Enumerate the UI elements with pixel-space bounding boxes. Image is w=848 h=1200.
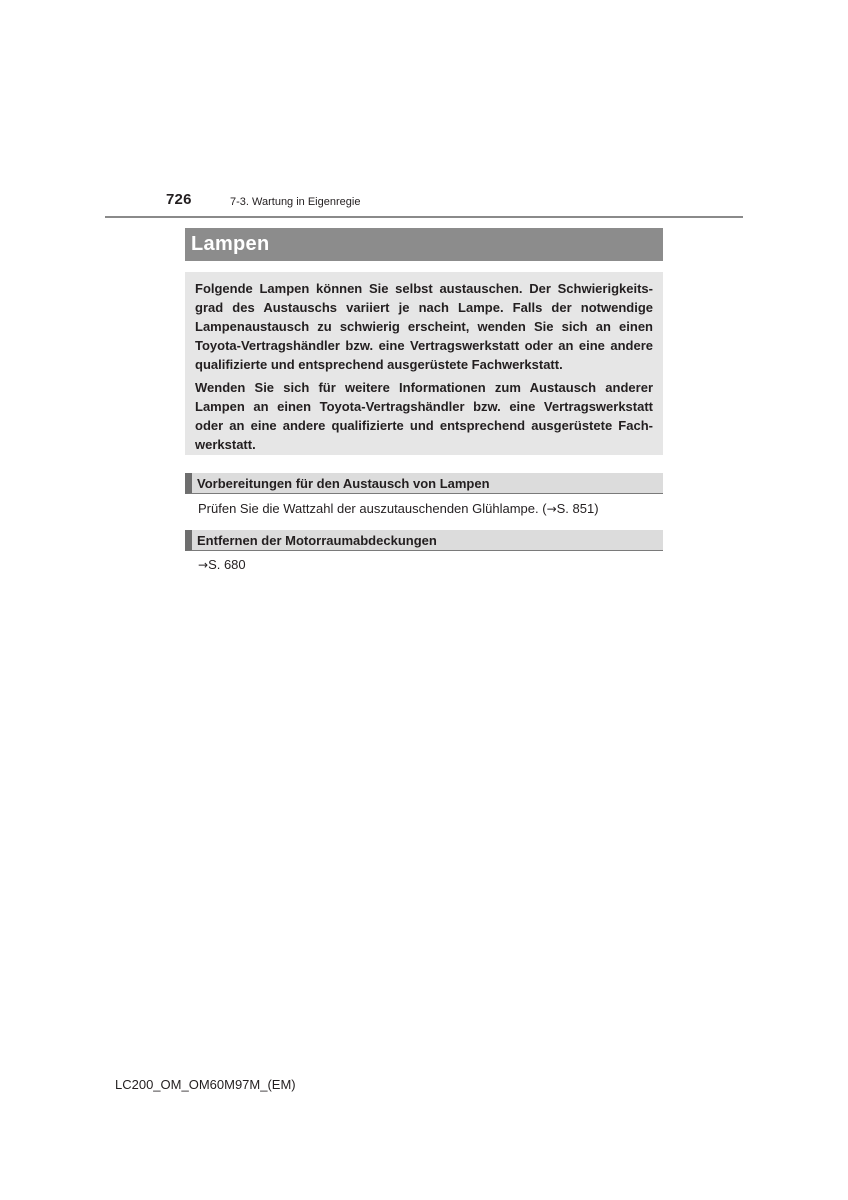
page-number: 726 [166, 191, 192, 208]
section-reference: 7-3. Wartung in Eigenregie [230, 196, 361, 208]
covers-text [198, 557, 246, 573]
header-divider [105, 216, 743, 218]
document-id: LC200_OM_OM60M97M_(EM) [115, 1077, 296, 1092]
intro-paragraph: Folgende Lampen können Sie selbst austauschen. Der Schwierigkeitsgrad des Austauschs variiert je nach Lampe. Falls der notwendige Lampenaustausch zu schwierig erscheint, wenden Sie sich an einen Toyota-Vertragshändler bzw. eine Vertragswerkstatt oder an eine andere qualifizierte und entsprechend ausgerüstete Fachwerkstatt. [195, 281, 653, 372]
subsection-heading-text: Entfernen der Motorraumabdeckungen [197, 533, 437, 548]
preparation-text [198, 501, 599, 517]
title-bar [185, 228, 663, 261]
intro-box [185, 272, 663, 455]
page-reference-link[interactable]: S. 851) [556, 501, 599, 516]
arrow-right-icon: → [546, 502, 557, 516]
page-reference-link[interactable]: S. 680 [208, 557, 246, 572]
intro-paragraph: Wenden Sie sich für weitere Informationen zum Austausch anderer Lampen an einen Toyota-Vertragshändler bzw. eine Vertragswerkstatt oder an eine andere qualifizierte und entsprechend ausgerüstete Fachwerkstatt. [195, 380, 653, 452]
subsection-heading-preparation [185, 473, 663, 494]
preparation-text-start: Prüfen Sie die Wattzahl der auszutauschenden Glühlampe. ( [198, 501, 547, 516]
page-title: Lampen [191, 233, 270, 255]
subsection-heading-text: Vorbereitungen für den Austausch von Lampen [197, 476, 490, 491]
arrow-right-icon: → [198, 558, 209, 572]
subsection-heading-covers [185, 530, 663, 551]
